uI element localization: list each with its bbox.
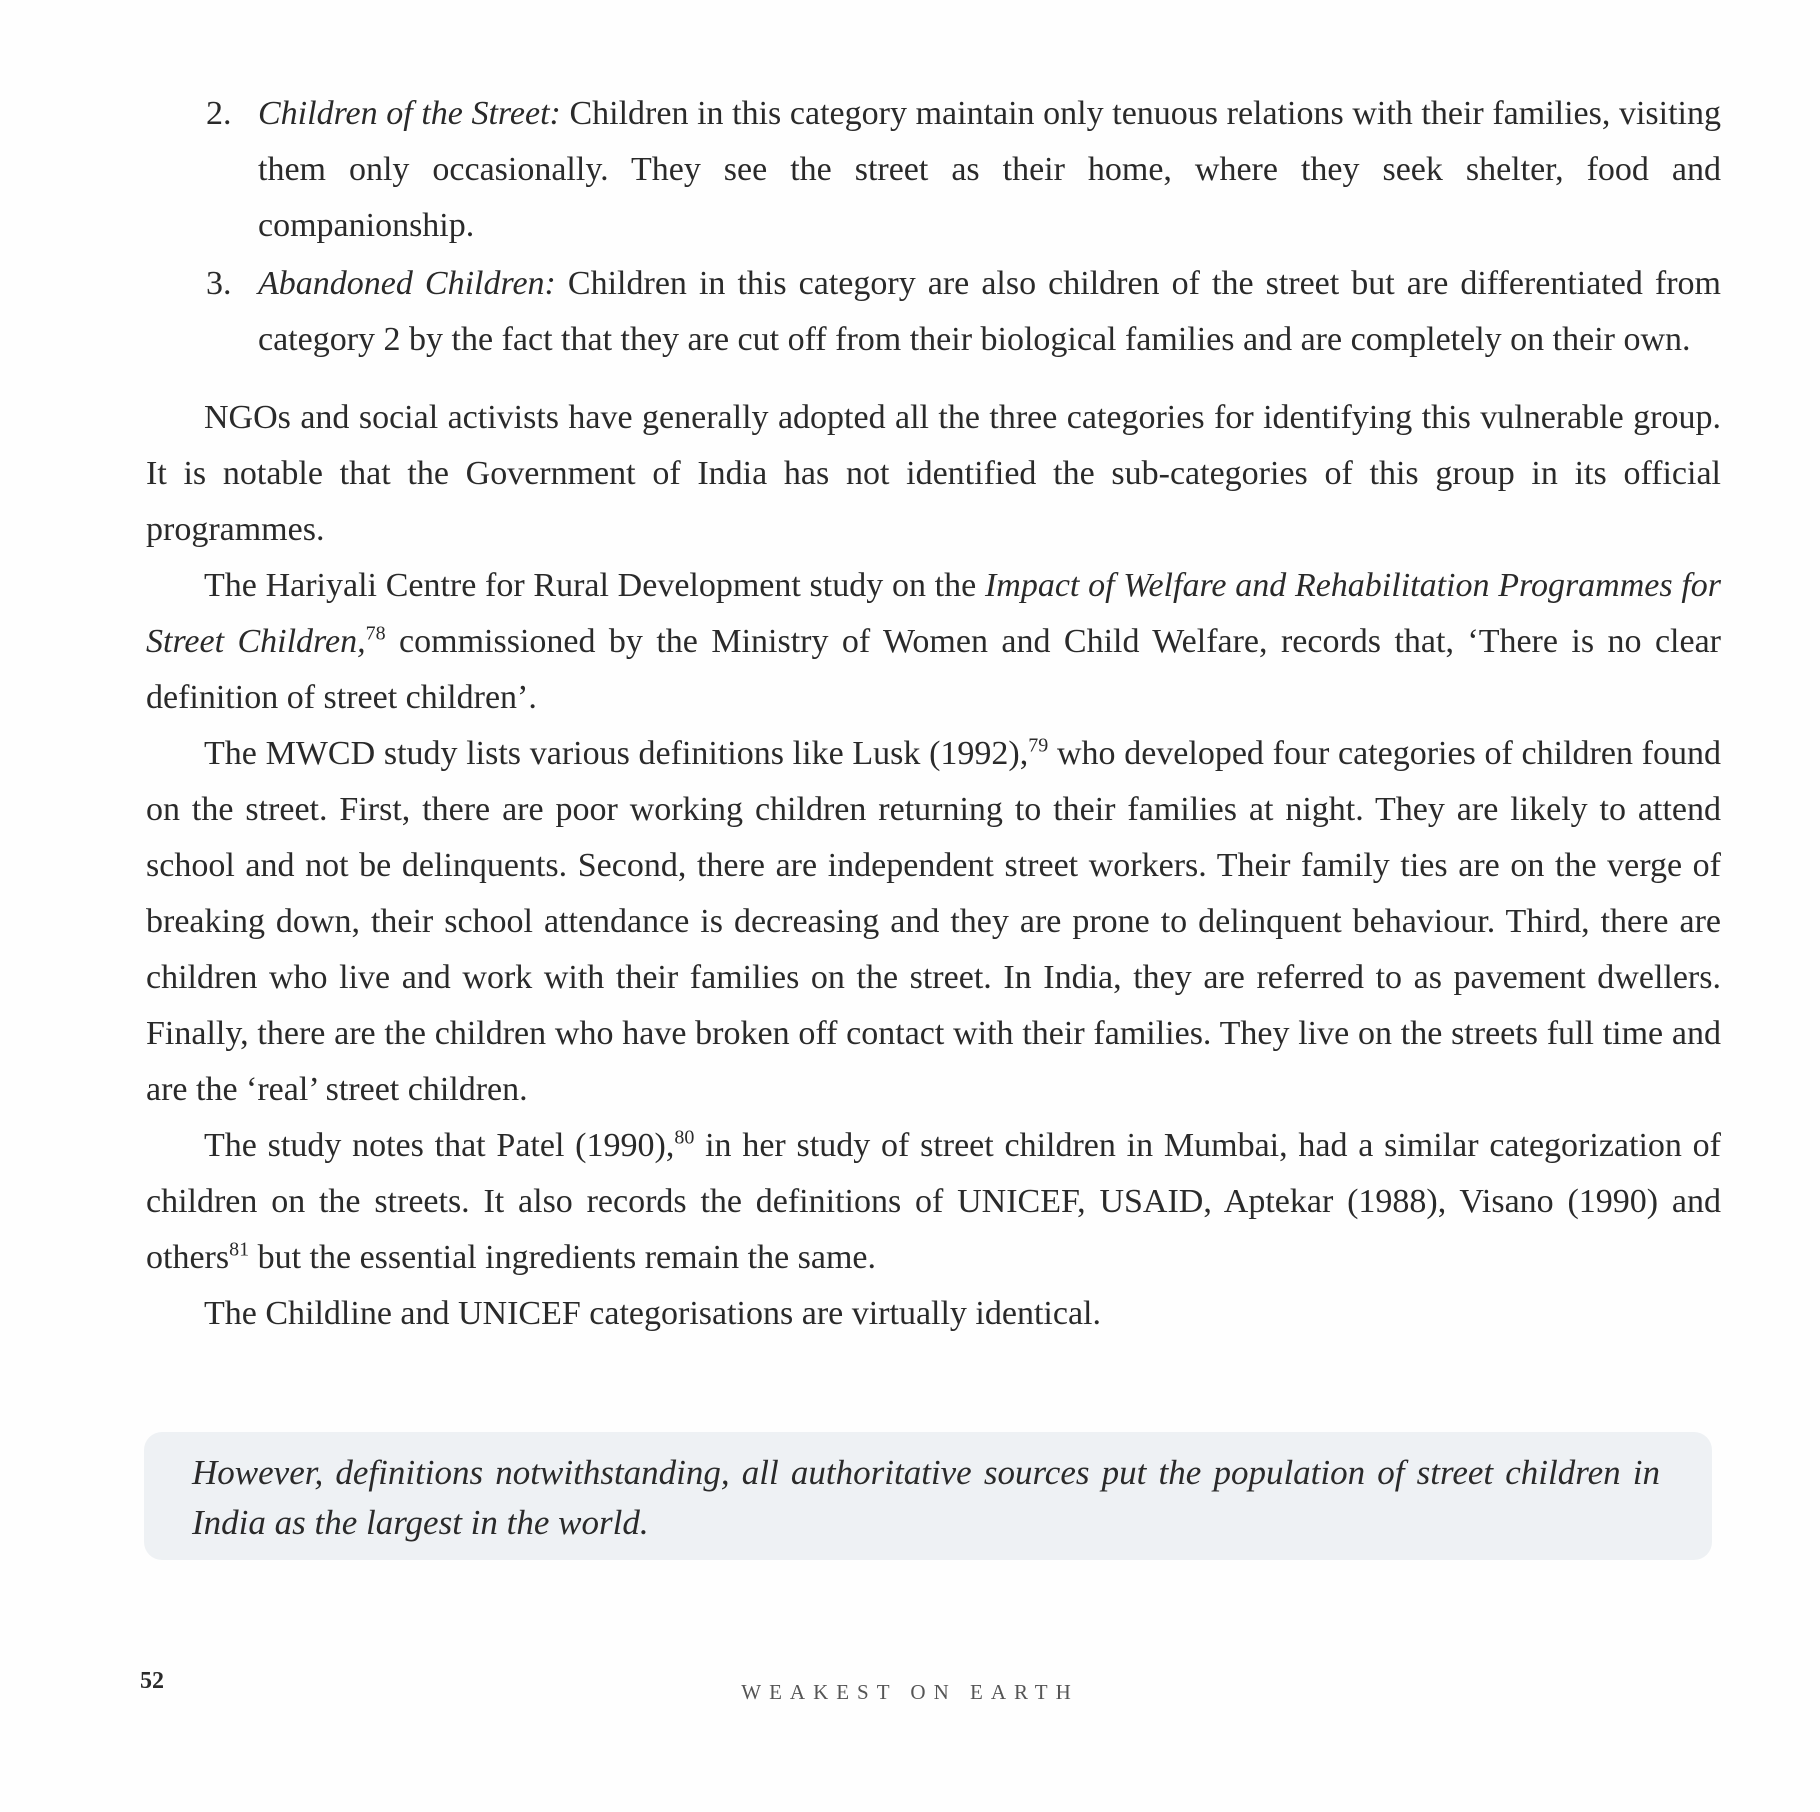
list-number: 2. <box>206 95 232 132</box>
list-term: Children of the Street: <box>258 95 561 132</box>
paragraph-text: The study notes that Patel (1990), <box>204 1127 675 1164</box>
footnote-ref-80: 80 <box>674 1126 695 1149</box>
footnote-ref-79: 79 <box>1028 734 1049 757</box>
paragraph-patel <box>146 1118 1721 1286</box>
running-title: WEAKEST ON EARTH <box>741 1680 1079 1704</box>
callout-box <box>144 1432 1712 1560</box>
list-text: Children in this category maintain only tenuous relations with their families, visiting them only occasionally. They see the street as their home, where they seek shelter, food and companionship. <box>258 95 1721 244</box>
callout-text: However, definitions notwithstanding, all authoritative sources put the population of street children in India as the largest in the world. <box>192 1453 1660 1542</box>
paragraph-text: commissioned by the Ministry of Women and Child Welfare, records that, ‘There is no clear definition of street children’. <box>146 623 1721 716</box>
list-item <box>146 86 1721 254</box>
paragraph-ngos: NGOs and social activists have generally adopted all the three categories for identifying this vulnerable group. It is notable that the Government of India has not identified the sub-categories of this group in its official programmes. <box>146 399 1721 548</box>
paragraph-text: in her study of street children in Mumbai, had a similar categorization of children on the streets. It also records the definitions of UNICEF, USAID, Aptekar (1988), Visano (1990) and others <box>146 1127 1722 1276</box>
paragraph-childline: The Childline and UNICEF categorisations are virtually identical. <box>204 1295 1101 1332</box>
list-term: Abandoned Children: <box>258 265 556 302</box>
paragraph-mwcd <box>146 726 1721 1118</box>
paragraph-text: The MWCD study lists various definitions like Lusk (1992), <box>204 735 1029 772</box>
list-number: 3. <box>206 265 232 302</box>
footnote-ref-78: 78 <box>365 622 386 645</box>
page-number: 52 <box>140 1668 164 1694</box>
list-text: Children in this category are also children of the street but are differentiated from category 2 by the fact that they are cut off from their biological families and are completely on their own. <box>258 265 1721 358</box>
paragraph-text: who developed four categories of children found on the street. First, there are poor working children returning to their families at night. They are likely to attend school and not be delinquents. Second, there are independent street workers. Their family ties are on the verge of breaking down, their school attendance is decreasing and they are prone to delinquent behaviour. Third, there are children who live and work with their families on the street. In India, they are referred to as pavement dwellers. Finally, there are the children who have broken off contact with their families. They live on the streets full time and are the ‘real’ street children. <box>146 735 1721 1108</box>
paragraph-text: The Hariyali Centre for Rural Development study on the <box>204 567 985 604</box>
paragraph-text: but the essential ingredients remain the same. <box>249 1239 877 1276</box>
category-list <box>146 86 1721 368</box>
paragraph-hariyali <box>146 558 1721 726</box>
study-title: Impact of Welfare and Rehabilitation Programmes for Street Children, <box>146 567 1722 660</box>
footnote-ref-81: 81 <box>229 1238 250 1261</box>
list-item <box>146 256 1721 368</box>
body-text <box>146 86 1721 1342</box>
